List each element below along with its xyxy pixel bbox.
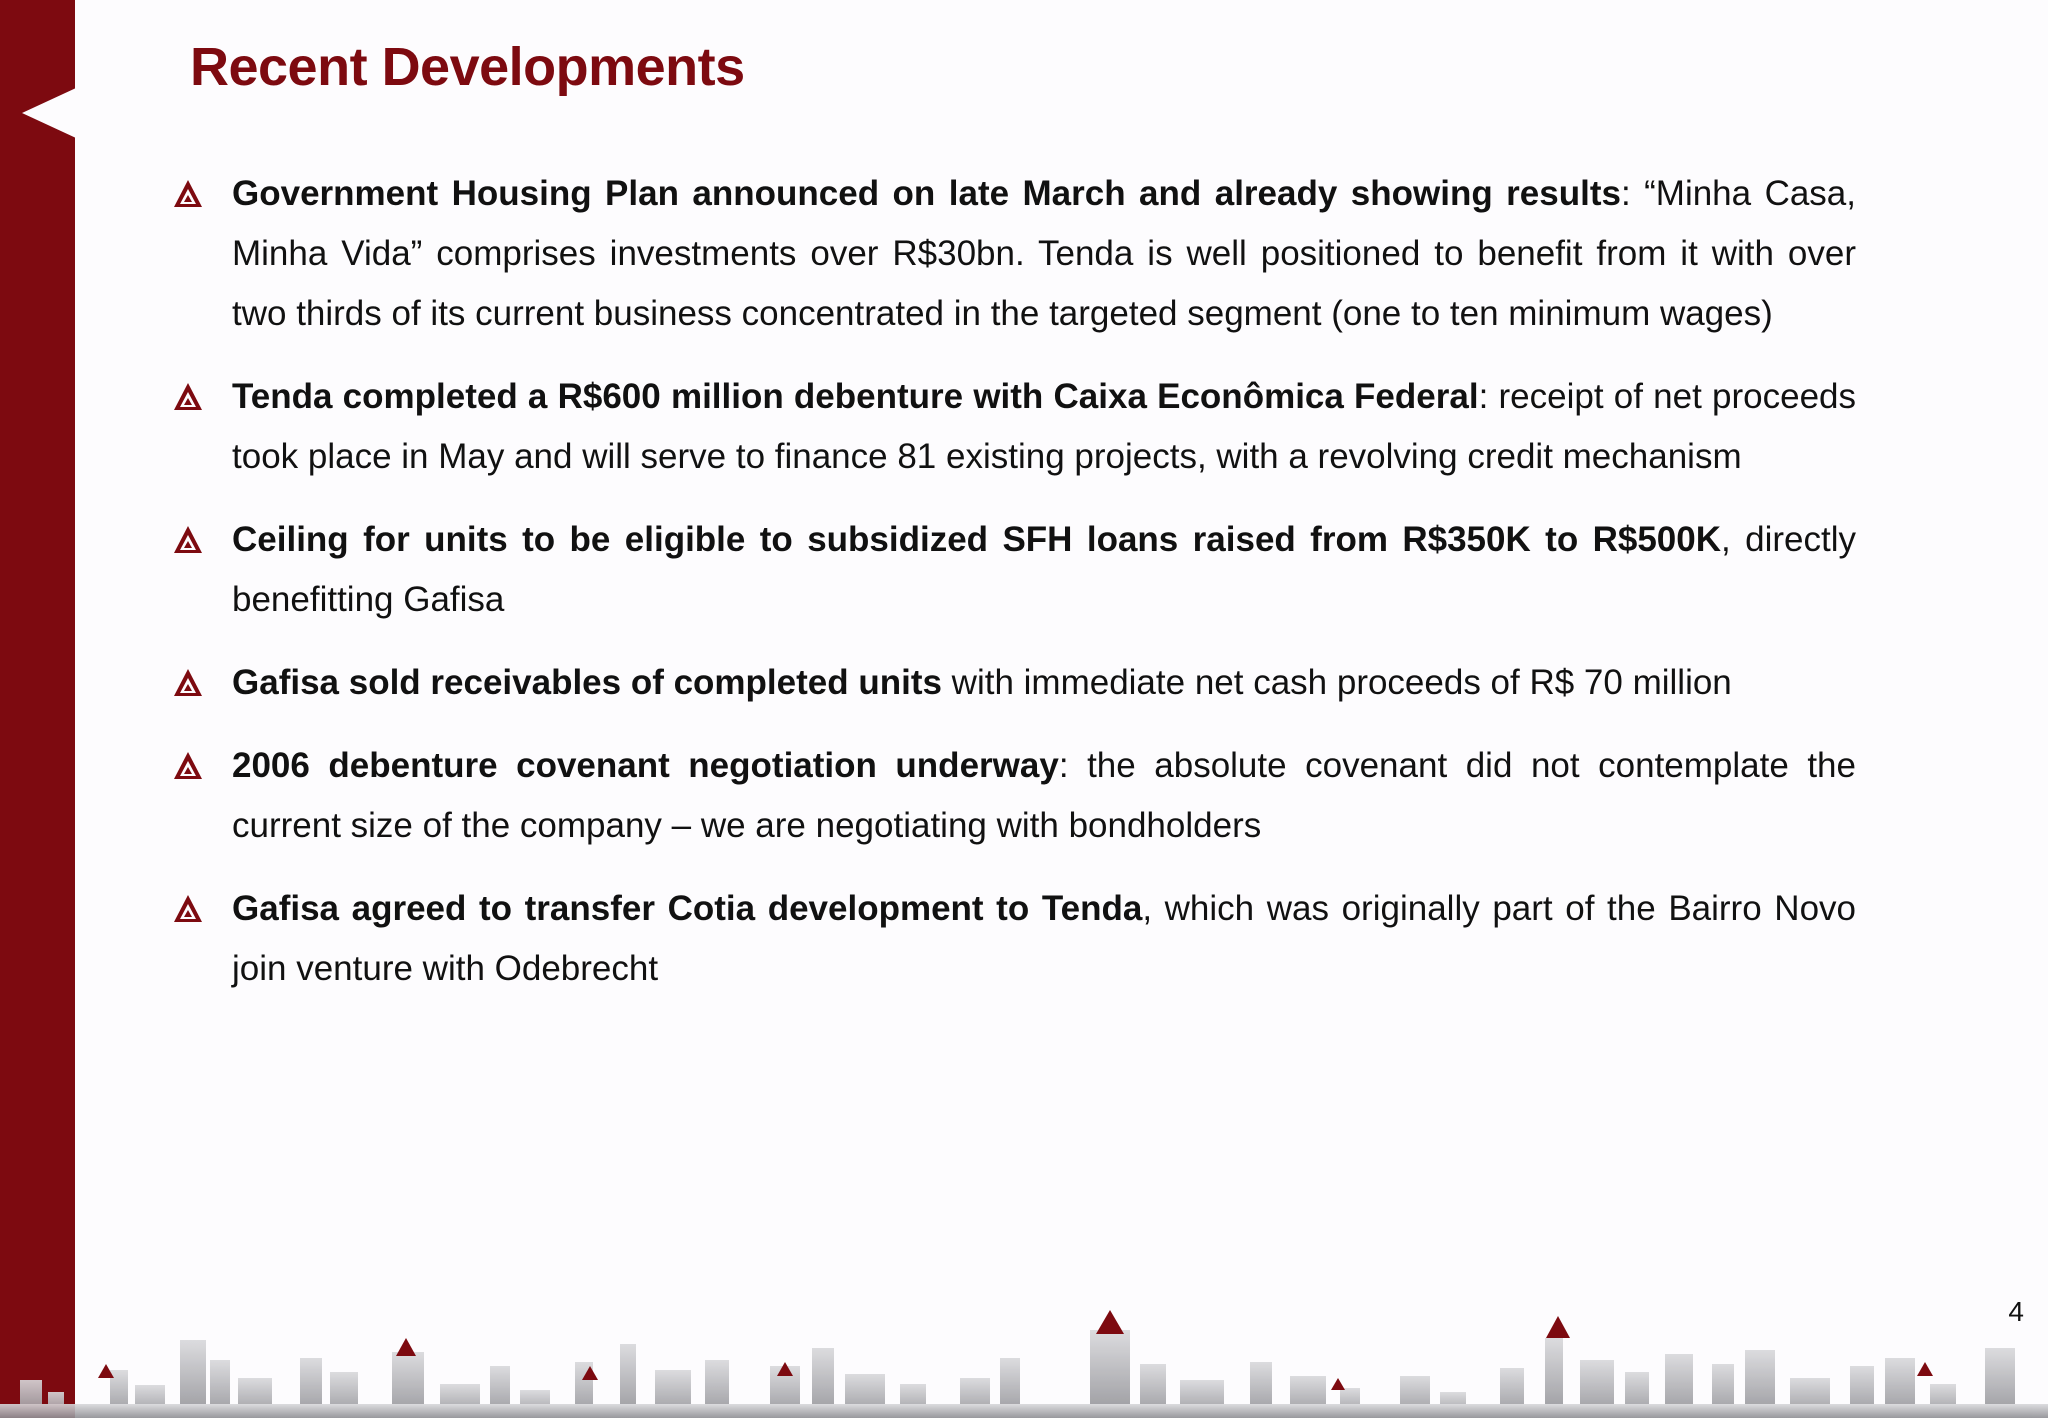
bullet-item xyxy=(172,736,1856,856)
bullet-lead-text: Government Housing Plan announced on late March and already showing results xyxy=(232,174,1621,213)
bullet-item xyxy=(172,510,1856,630)
bullet-lead-text: 2006 debenture covenant negotiation underway xyxy=(232,746,1059,785)
bullet-lead-text: Gafisa sold receivables of completed units xyxy=(232,663,942,702)
sidebar-band xyxy=(0,0,75,1418)
triangle-logo-icon xyxy=(172,893,204,925)
bullet-lead-text: Ceiling for units to be eligible to subsidized SFH loans raised from R$350K to R$500K xyxy=(232,520,1722,559)
page-number: 4 xyxy=(2008,1296,2024,1327)
sidebar-notch xyxy=(22,88,76,138)
bullet-item xyxy=(172,164,1856,344)
bullet-item xyxy=(172,879,1856,999)
bullet-lead-text: Tenda completed a R$600 million debenture with Caixa Econômica Federal xyxy=(232,377,1479,416)
bullet-body-text: , which was originally part of the Bairro Novo join venture with Odebrecht xyxy=(232,889,1856,988)
bullet-item xyxy=(172,653,1856,713)
bullet-body-text: : receipt of net proceeds took place in May and will serve to finance 81 existing projects, with a revolving credit mechanism xyxy=(232,377,1856,476)
bullet-body-text: : “Minha Casa, Minha Vida” comprises investments over R$30bn. Tenda is well positioned to benefit from it with over two thirds of its current business concentrated in the targeted segment (one to ten minimum wages) xyxy=(232,174,1856,333)
triangle-logo-icon xyxy=(172,178,204,210)
bullet-item xyxy=(172,367,1856,487)
triangle-logo-icon xyxy=(172,667,204,699)
city-skyline-footer xyxy=(0,1300,2048,1418)
bullet-lead-text: Gafisa agreed to transfer Cotia development to Tenda xyxy=(232,889,1143,928)
triangle-logo-icon xyxy=(172,381,204,413)
bullet-body-text: with immediate net cash proceeds of R$ 70 million xyxy=(941,663,1732,702)
triangle-logo-icon xyxy=(172,524,204,556)
bullet-body-text: : the absolute covenant did not contemplate the current size of the company – we are negotiating with bondholders xyxy=(232,746,1856,845)
bullet-body-text: , directly benefitting Gafisa xyxy=(232,520,1856,619)
triangle-logo-icon xyxy=(172,750,204,782)
bullet-list xyxy=(172,164,1856,1022)
slide-title: Recent Developments xyxy=(190,37,745,97)
